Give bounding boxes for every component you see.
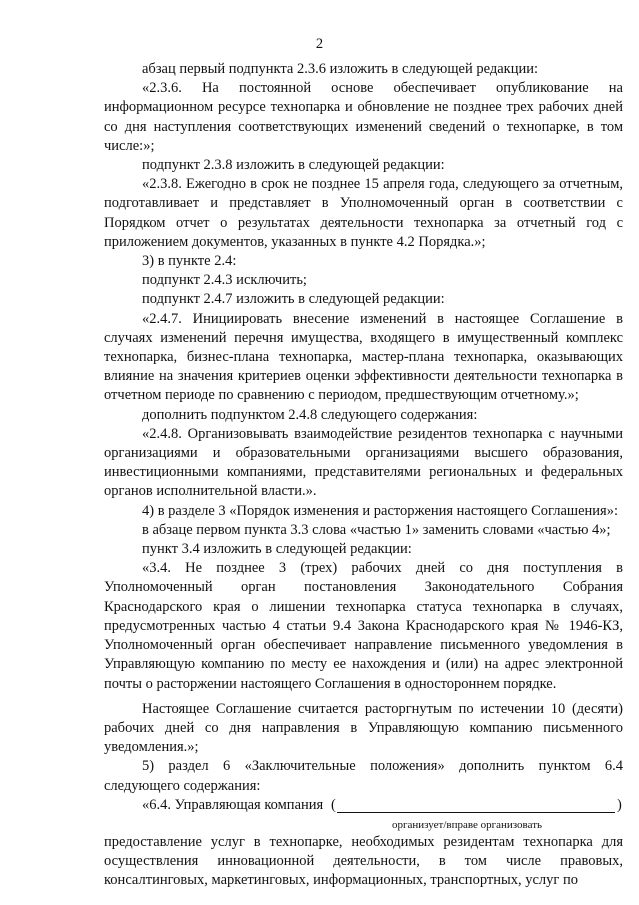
paragraph-10: «2.4.8. Организовывать взаимодействие резидентов технопарка с научными организациями и образовательными организациями высшего образования, инвестиционными компаниями, представителями региональных и федеральных органов исполнительной власти.». bbox=[104, 425, 623, 500]
blank-fill-line bbox=[337, 796, 615, 813]
fill-line-row bbox=[104, 796, 623, 815]
paragraph-7: подпункт 2.4.7 изложить в следующей редакции: bbox=[142, 291, 445, 308]
page-number: 2 bbox=[315, 36, 324, 52]
paragraph-11: 4) в разделе 3 «Порядок изменения и расторжения настоящего Соглашения»: bbox=[142, 502, 618, 519]
paragraph-13: пункт 3.4 изложить в следующей редакции: bbox=[142, 541, 412, 558]
paragraph-1: абзац первый подпункта 2.3.6 изложить в следующей редакции: bbox=[142, 61, 539, 77]
paragraph-4: «2.3.8. Ежегодно в срок не позднее 15 апреля года, следующего за отчетным, подготавливает и представляет в Уполномоченный орган в соответствии с Порядком отчет о результатах деятельности технопарка за отчетный год с приложением документов, указанных в пункте 4.2 Порядка.»; bbox=[104, 176, 623, 250]
paragraph-3: подпункт 2.3.8 изложить в следующей редакции: bbox=[142, 157, 445, 174]
document-body bbox=[104, 60, 623, 891]
close-paren: ) bbox=[617, 796, 622, 813]
paragraph-12: в абзаце первом пункта 3.3 слова «частью 1» заменить словами «частью 4»; bbox=[142, 521, 611, 538]
final-paragraph: предоставление услуг в технопарке, необходимых резидентам технопарка для осуществления инновационной деятельности, в том числе правовых, консалтинговых, маркетинговых, информационных, транспортных, услуг по bbox=[104, 833, 623, 889]
paragraph-8: «2.4.7. Инициировать внесение изменений в настоящее Соглашение в случаях изменений перечня имущества, входящего в имущественный комплекс технопарка, бизнес-плана технопарка, мастер-плана технопарка, оказывающих влияние на значения критериев оценки эффективности деятельности технопарка в отчетном периоде по сравнению с периодом, предшествующим отчетному.»; bbox=[104, 310, 623, 404]
fill-line-lead: «6.4. Управляющая компания bbox=[142, 796, 324, 813]
paragraph-16: 5) раздел 6 «Заключительные положения» дополнить пунктом 6.4 следующего содержания: bbox=[104, 758, 623, 794]
open-paren: ( bbox=[331, 796, 336, 813]
fill-line-caption: организует/вправе организовать bbox=[392, 818, 543, 831]
paragraph-2: «2.3.6. На постоянной основе обеспечивает опубликование на информационном ресурсе технопарка и обновление не позднее трех рабочих дней со дня наступления соответствующих изменений сведений о технопарке, в том числе:»; bbox=[104, 80, 623, 154]
fill-line-caption-row bbox=[104, 815, 623, 833]
paragraph-5: 3) в пункте 2.4: bbox=[142, 253, 237, 270]
paragraph-15: Настоящее Соглашение считается расторгнутым по истечении 10 (десяти) рабочих дней со дня направления в Управляющую компанию письменного уведомления.»; bbox=[104, 700, 623, 756]
paragraph-9: дополнить подпунктом 2.4.8 следующего содержания: bbox=[142, 406, 478, 423]
paragraph-14: «3.4. Не позднее 3 (трех) рабочих дней со дня поступления в Уполномоченный орган постановления Законодательного Собрания Краснодарского края о лишении технопарка статуса технопарка в случаях, предусмотренных частью 4 статьи 9.4 Закона Краснодарского края № 1946-КЗ, Уполномоченный орган обеспечивает направление письменного уведомления в Управляющую компанию по месту ее нахождения и (или) на адрес электронной почты о расторжении настоящего Соглашения в одностороннем порядке. bbox=[104, 560, 623, 692]
paragraph-6: подпункт 2.4.3 исключить; bbox=[142, 272, 307, 289]
